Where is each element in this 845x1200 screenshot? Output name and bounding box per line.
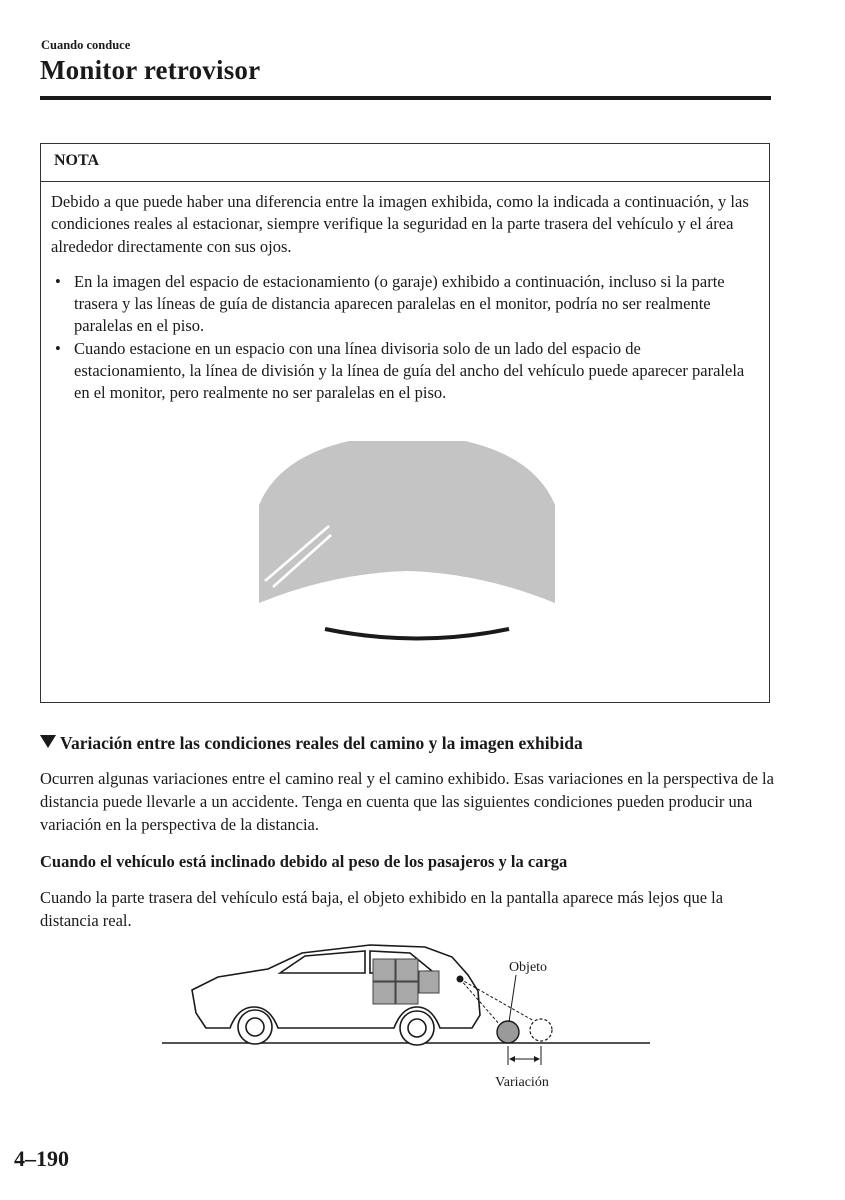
note-intro: Debido a que puede haber una diferencia entre la imagen exhibida, como la indicada a continuación, y las condiciones reales al estacionar, siempre verifique la seguridad en la parte trasera del vehículo y el área alrededor directamente con sus ojos.: [51, 192, 749, 256]
real-object: [497, 1021, 519, 1043]
variation-heading-text: Variación entre las condiciones reales del camino y la imagen exhibida: [60, 733, 583, 753]
cargo-box: [373, 959, 395, 981]
note-body: [41, 182, 769, 405]
note-box: [40, 143, 770, 703]
object-label: Objeto: [508, 960, 548, 975]
object-leader-line: [509, 975, 516, 1022]
cargo-box: [419, 971, 439, 993]
rear-camera-screen-illustration: [259, 441, 555, 695]
bullet-mark: •: [55, 338, 61, 358]
camera-caption: Compruebe los alrededores por seguridad: [280, 670, 534, 684]
inclined-vehicle-paragraph: Cuando la parte trasera del vehículo está baja, el objeto exhibido en la pantalla aparece más lejos que la distancia real.: [40, 888, 724, 930]
rear-wheel-hub: [408, 1019, 426, 1037]
arrowhead-right-icon: [534, 1056, 540, 1062]
page-title: Monitor retrovisor: [40, 55, 261, 85]
section-label: Cuando conduce: [41, 38, 131, 52]
title-rule: [40, 96, 771, 100]
variation-paragraph: Ocurren algunas variaciones entre el camino real y el camino exhibido. Esas variaciones en la perspectiva de la distancia puede llevarle a un accidente. Tenga en cuenta que las siguientes condiciones pueden producir una variación en la perspectiva de la distancia.: [40, 769, 774, 834]
cargo-box: [373, 982, 395, 1004]
cargo-box: [396, 959, 418, 981]
variation-label: Variación: [495, 1075, 549, 1090]
triangle-marker-icon: [40, 735, 56, 748]
displayed-object: [530, 1019, 552, 1041]
vehicle-silhouette: [192, 945, 480, 1045]
page-number: 4–190: [14, 1146, 69, 1171]
note-bullet-list: [51, 271, 755, 405]
note-heading: NOTA: [41, 144, 769, 182]
arrowhead-left-icon: [509, 1056, 515, 1062]
note-bullet-text: Cuando estacione en un espacio con una línea divisoria solo de un lado del espacio de estacionamiento, la línea de división y la línea de guía del ancho del vehículo puede aparecer paralela en el monitor, pero realmente no ser paralelas en el piso.: [74, 338, 745, 403]
front-wheel-hub: [246, 1018, 264, 1036]
variation-heading: [40, 733, 583, 754]
tilted-vehicle-illustration: [160, 935, 660, 1095]
bullet-mark: •: [55, 271, 61, 291]
note-bullet-item: [51, 271, 755, 338]
inclined-vehicle-heading: Cuando el vehículo está inclinado debido al peso de los pasajeros y la carga: [40, 852, 568, 871]
note-bullet-text: En la imagen del espacio de estacionamiento (o garaje) exhibido a continuación, incluso si la parte trasera y las líneas de guía de distancia aparecen paralelas en el monitor, podría no ser realmente paralelas en el piso.: [74, 271, 725, 336]
cargo-box: [396, 982, 418, 1004]
note-bullet-item: [51, 338, 755, 405]
